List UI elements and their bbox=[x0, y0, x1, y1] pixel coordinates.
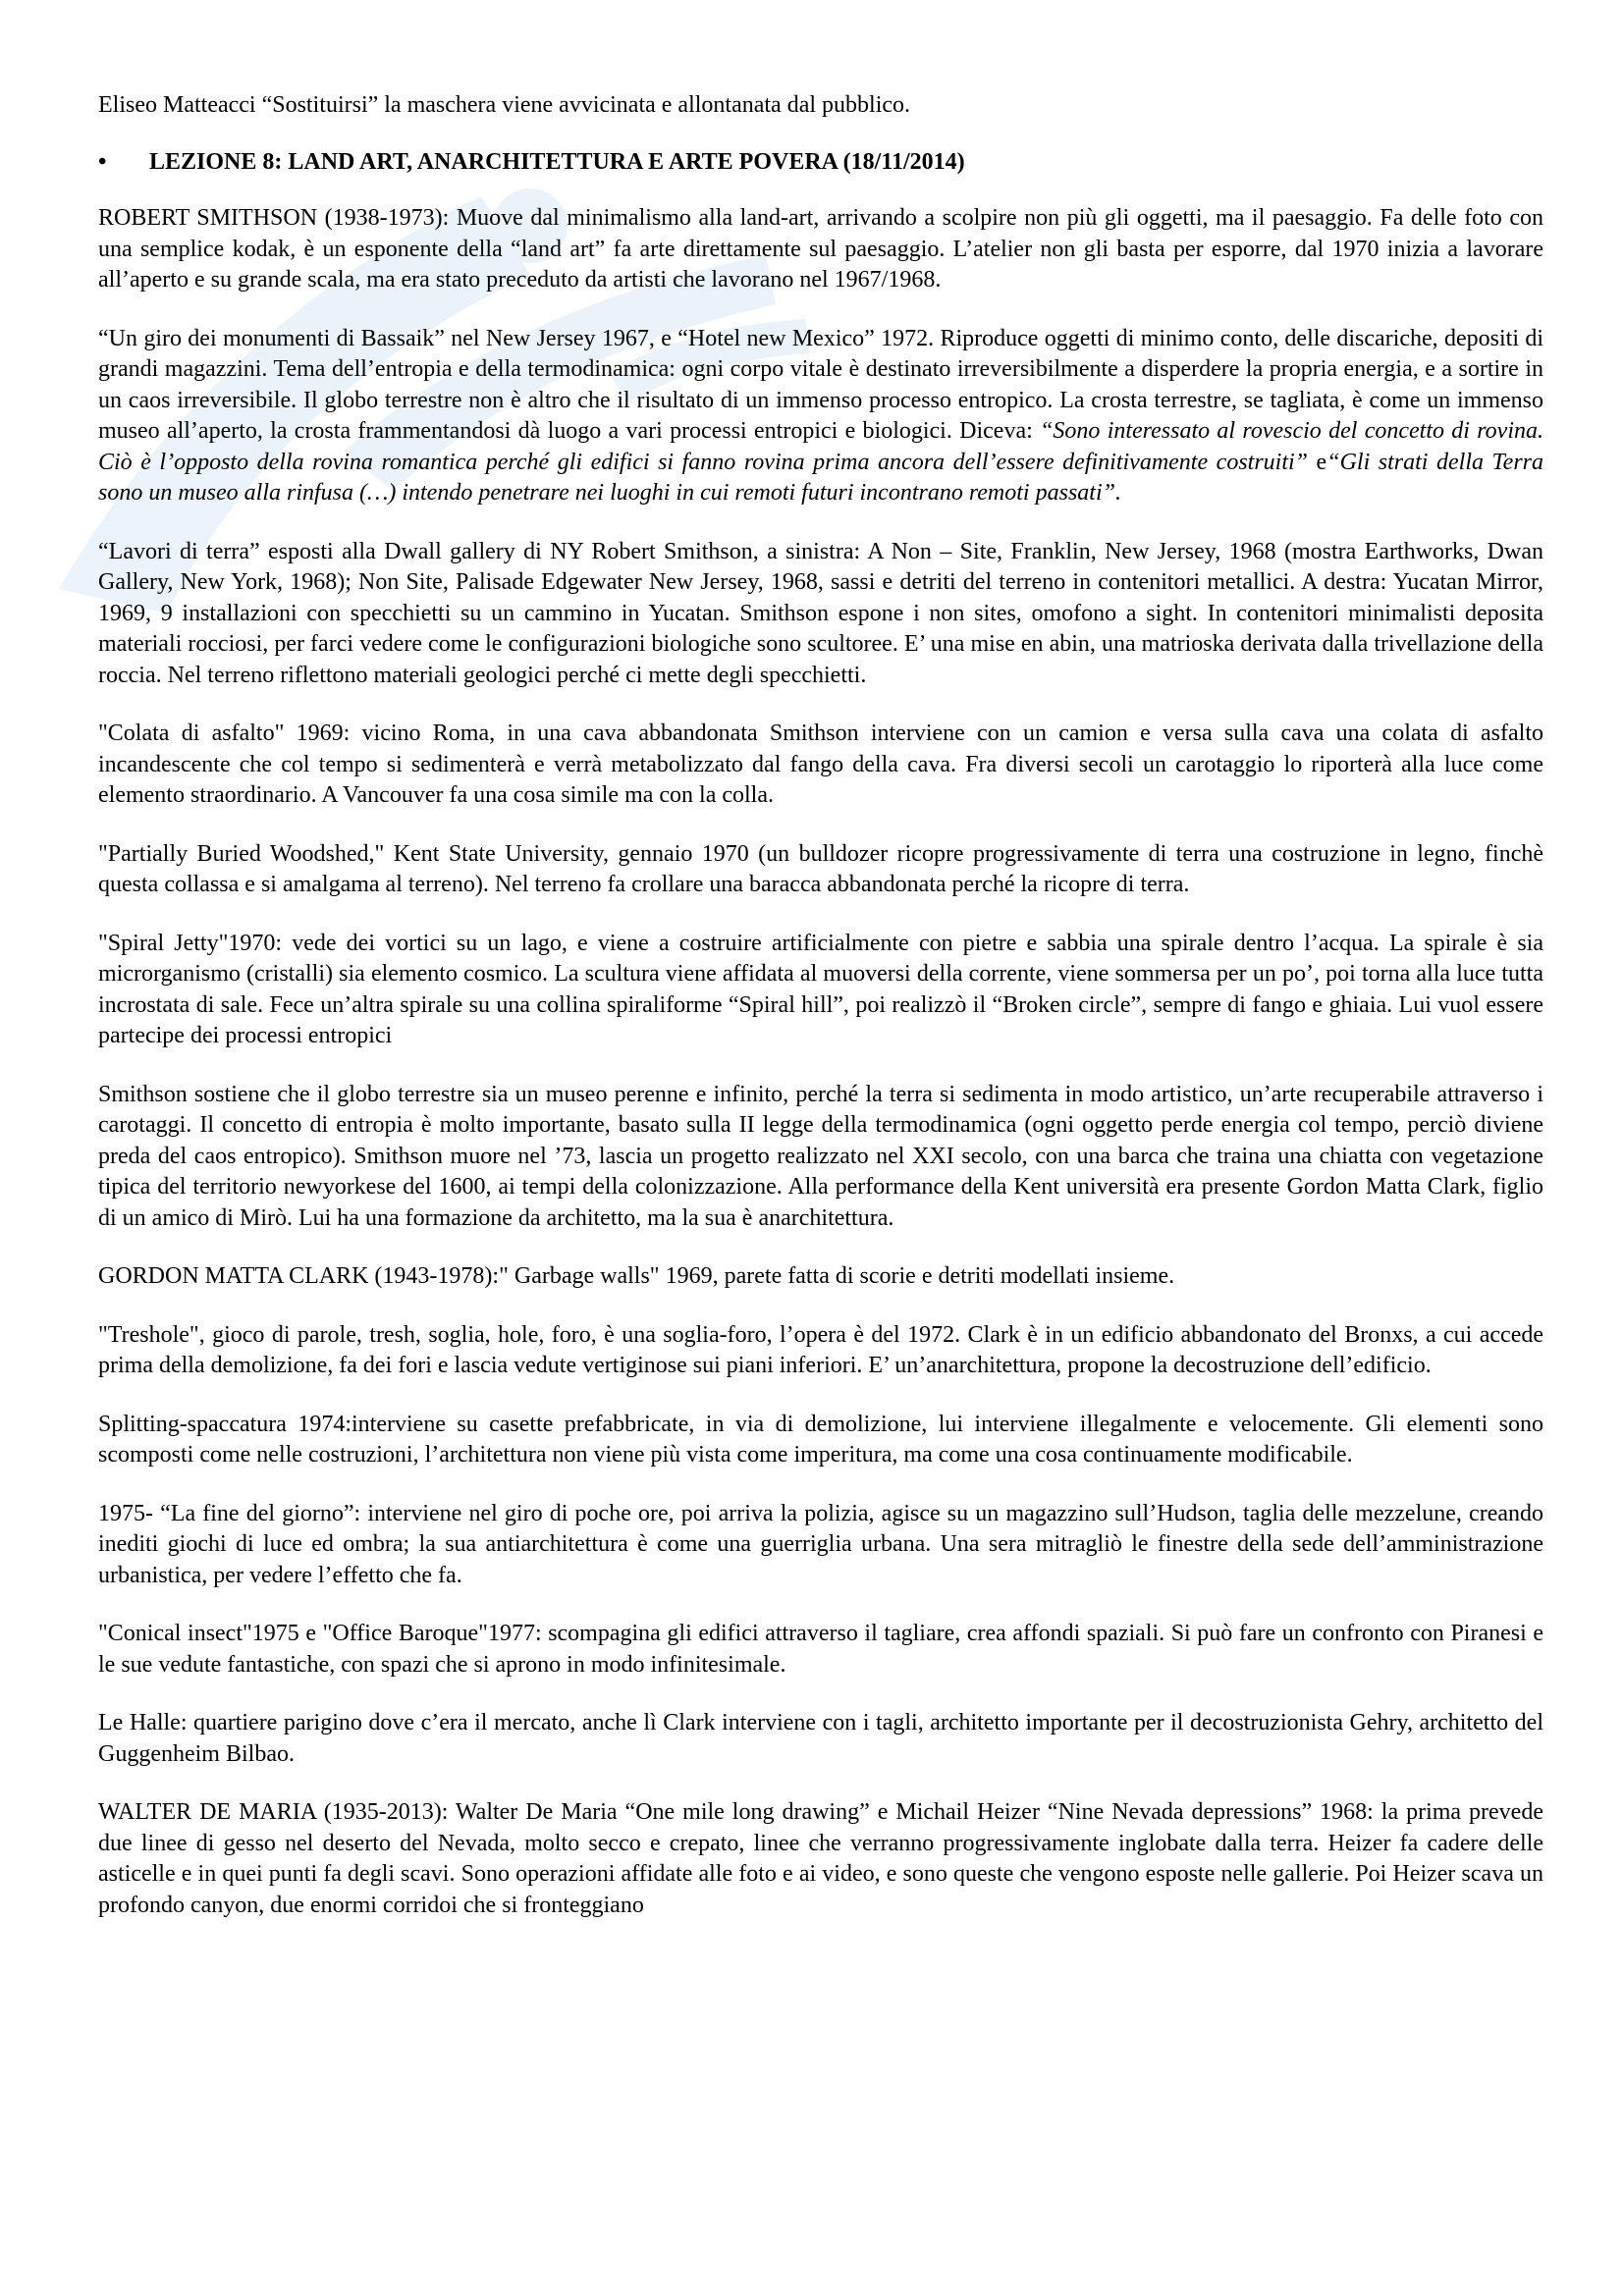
paragraph-entropy-text: “Un giro dei monumenti di Bassaik” nel New Jersey 1967, e “Hotel new Mexico” 1972. Riproduce oggetti di minimo conto, delle discariche, depositi di grandi magazzini. Tema dell’entropia e della termodinamica: ogni corpo vitale è destinato irreversibilmente a disperdere la propria energia, e a sortire in un caos irreversibile. Il globo terrestre non è altro che il risultato di un immenso processo entropico. La crosta terrestre, se tagliata, è come un immenso museo all’aperto, la crosta frammentandosi dà luogo a vari processi entropici e biologici. Diceva: bbox=[98, 325, 1543, 444]
paragraph-entropy bbox=[98, 324, 1543, 509]
paragraph-treshole: "Treshole", gioco di parole, tresh, soglia, hole, foro, è una soglia-foro, l’opera è del 1972. Clark è in un edificio abbandonato del Bronxs, a cui accede prima della demolizione, fa dei fori e lascia vedute vertiginose sui piani inferiori. E’ un’anarchitettura, propone la decostruzione dell’edificio. bbox=[98, 1321, 1543, 1378]
paragraph-conical-insect: "Conical insect"1975 e "Office Baroque"1977: scompagina gli edifici attraverso il tagliare, crea affondi spaziali. Si può fare un confronto con Piranesi e le sue vedute fantastiche, con spazi che si aprono in modo infinitesimale. bbox=[98, 1621, 1543, 1678]
paragraph-woodshed: "Partially Buried Woodshed," Kent State University, gennaio 1970 (un bulldozer ricopre progressivamente di terra una costruzione in legno, finchè questa collassa e si amalgama al terreno). Nel terreno fa crollare una baracca abbandonata perché la ricopre di terra. bbox=[98, 840, 1543, 897]
quote-strati: “Gli strati della Terra sono un museo alla rinfusa (…) intendo penetrare nei luoghi in cui remoti futuri incontrano remoti passati”. bbox=[98, 449, 1543, 506]
paragraph-splitting: Splitting-spaccatura 1974:interviene su casette prefabbricate, in via di demolizione, lui interviene illegalmente e velocemente. Gli elementi sono scomposti come nelle costruzioni, l’architettura non viene più vista come imperitura, ma come una cosa continuamente modificabile. bbox=[98, 1411, 1543, 1468]
paragraph-le-halle: Le Halle: quartiere parigino dove c’era il mercato, anche lì Clark interviene con i tagli, architetto importante per il decostruzionista Gehry, architetto del Guggenheim Bilbao. bbox=[98, 1710, 1543, 1767]
paragraph-lavori-di-terra: “Lavori di terra” esposti alla Dwall gallery di NY Robert Smithson, a sinistra: A Non – Site, Franklin, New Jersey, 1968 (mostra Earthworks, Dwan Gallery, New York, 1968); Non Site, Palisade Edgewater New Jersey, 1968, sassi e detriti del terreno in contenitori metallici. A destra: Yucatan Mirror, 1969, 9 installazioni con specchietti su un cammino in Yucatan. Smithson espone i non sites, omofono a sight. In contenitori minimalisti deposita materiali rocciosi, per farci vedere come le configurazioni biologiche sono scultoree. E’ una mise en abin, una matrioska derivata dalla trivellazione della roccia. Nel terreno riflettono materiali geologici perché ci mette degli specchietti. bbox=[98, 538, 1543, 688]
paragraph-matta-clark: GORDON MATTA CLARK (1943-1978):" Garbage walls" 1969, parete fatta di scorie e detriti modellati insieme. bbox=[98, 1263, 1175, 1289]
paragraph-fine-del-giorno: 1975- “La fine del giorno”: interviene nel giro di poche ore, poi arriva la polizia, agisce su un magazzino sull’Hudson, taglia delle mezzelune, creando inediti giochi di luce ed ombra; la sua antiarchitettura è come una guerriglia urbana. Una sera mitragliò le finestre della sede dell’amministrazione urbanistica, per vedere l’effetto che fa. bbox=[98, 1500, 1543, 1588]
paragraph-spiral-jetty: "Spiral Jetty"1970: vede dei vortici su un lago, e viene a costruire artificialmente con pietre e sabbia una spirale dentro l’acqua. La spirale è sia microrganismo (cristalli) sia elemento cosmico. La scultura viene affidata al muoversi della corrente, viene sommersa per un po’, poi torna alla luce tutta incrostata di sale. Fece un’altra spirale su una collina spiraliforme “Spiral hill”, poi realizzò il “Broken circle”, sempre di fango e ghiaia. Lui vuol essere partecipe dei processi entropici bbox=[98, 930, 1543, 1048]
lesson-heading bbox=[98, 147, 1543, 179]
paragraph-museo-perenne: Smithson sostiene che il globo terrestre sia un museo perenne e infinito, perché la terra si sedimenta in modo artistico, un’arte recuperabile attraverso i carotaggi. Il concetto di entropia è molto importante, basato sulla II legge della termodinamica (ogni oggetto perde energia col tempo, perciò diviene preda del caos entropico). Smithson muore nel ’73, lascia un progetto realizzato nel XXI secolo, con una barca che traina una chiatta con vegetazione tipica del territorio newyorkese del 1600, ai tempi della colonizzazione. Alla performance della Kent università era presente Gordon Matta Clark, figlio di un amico di Mirò. Lui ha una formazione da architetto, ma la sua è anarchitettura. bbox=[98, 1081, 1543, 1231]
quote-rovina: “Sono interessato al rovescio del concetto di rovina. Ciò è l’opposto della rovina romantica perché gli edifici si fanno rovina prima ancora dell’essere definitivamente costruiti” bbox=[98, 418, 1544, 475]
bullet-icon: • bbox=[98, 148, 107, 175]
paragraph-colata-asfalto: "Colata di asfalto" 1969: vicino Roma, in una cava abbandonata Smithson interviene con un camion e versa sulla cava una colata di asfalto incandescente che col tempo si sedimenterà e verrà metabolizzato dal fango della cava. Fra diversi secoli un carotaggio lo riporterà alla luce come elemento straordinario. A Vancouver fa una cosa simile ma con la colla. bbox=[98, 721, 1543, 808]
paragraph-de-maria: WALTER DE MARIA (1935-2013): Walter De Maria “One mile long drawing” e Michail Heizer “Nine Nevada depressions” 1968: la prima prevede due linee di gesso nel deserto del Nevada, molto secco e crepato, linee che verranno progressivamente inglobate dalla terra. Heizer fa cadere delle asticelle e in quei punti fa degli scavi. Sono operazioni affidate alle foto e ai video, e sono queste che vengono esposte nelle gallerie. Poi Heizer scava un profondo canyon, due enormi corridoi che si fronteggiano bbox=[98, 1799, 1543, 1918]
intro-line: Eliseo Matteacci “Sostituirsi” la maschera viene avvicinata e allontanata dal pubblico. bbox=[98, 92, 911, 118]
lesson-heading-text: LEZIONE 8: LAND ART, ANARCHITETTURA E ARTE POVERA (18/11/2014) bbox=[149, 148, 965, 175]
paragraph-smithson-intro: ROBERT SMITHSON (1938-1973): Muove dal minimalismo alla land-art, arrivando a scolpire non più gli oggetti, ma il paesaggio. Fa delle foto con una semplice kodak, è un esponente della “land art” fa arte direttamente sul paesaggio. L’atelier non gli basta per esporre, dal 1970 inizia a lavorare all’aperto e su grande scala, ma era stato preceduto da artisti che lavorano nel 1967/1968. bbox=[98, 205, 1543, 293]
paragraph-entropy-joiner: e bbox=[1308, 449, 1327, 475]
document-page bbox=[98, 90, 1543, 1949]
